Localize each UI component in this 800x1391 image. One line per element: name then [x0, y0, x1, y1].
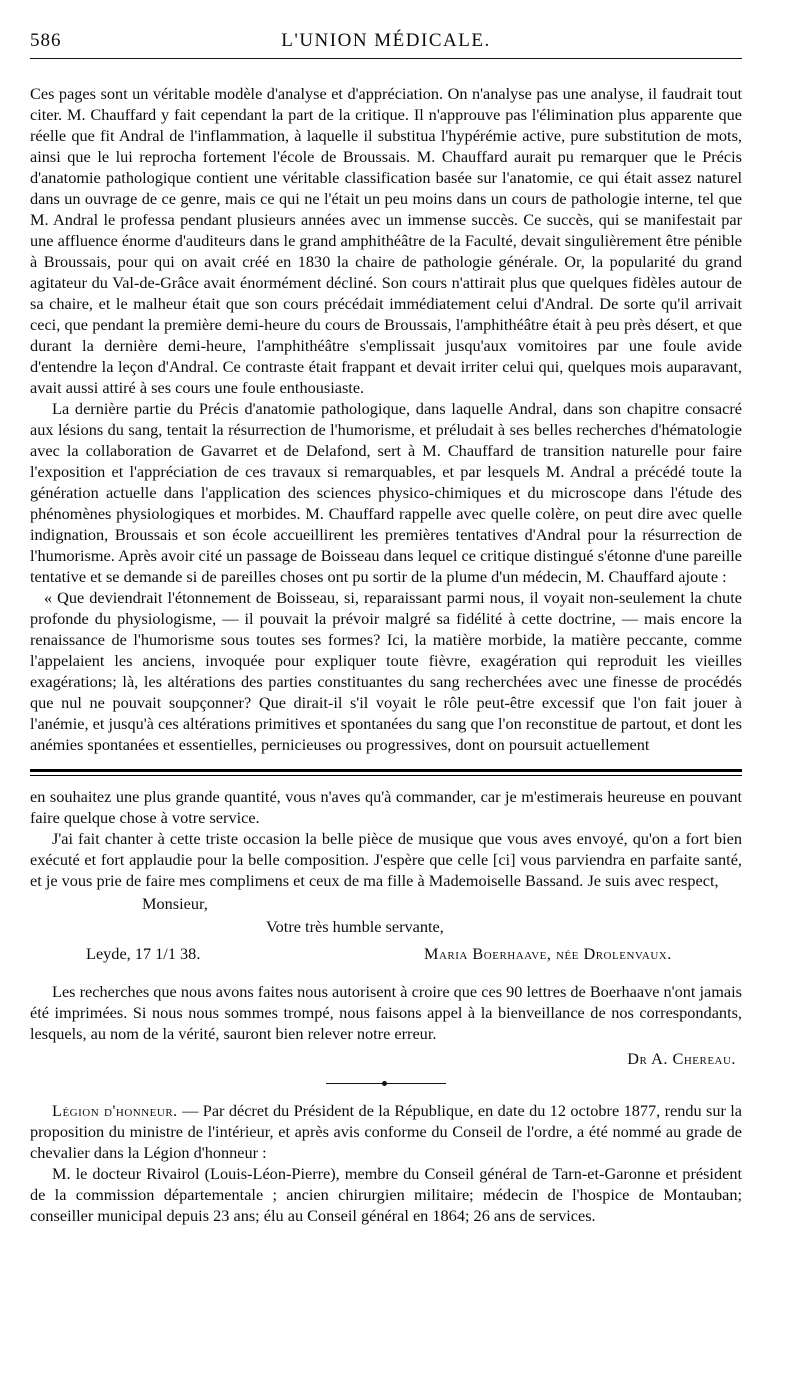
editor-note: [30, 981, 742, 1069]
letter-salutation: Monsieur,: [142, 894, 208, 913]
page-number: 586: [30, 30, 62, 51]
letter-signatory: Maria Boerhaave, née Drolenvaux.: [424, 944, 672, 963]
review-paragraph-1: Ces pages sont un véritable modèle d'analyse et d'appréciation. On n'analyse pas une analyse, il faudrait tout citer. M. Chauffard y fait cependant la part de la critique. Il n'approuve pas l'élimination plus apparente que réelle que fit Andral de l'inflammation, à laquelle il substitua l'hypérémie active, pure substitution de mots, ainsi que le lui reprocha fortement l'école de Broussais. M. Chauffard aurait pu remarquer que le Précis d'anatomie pathologique contient une véritable classification basée sur l'anatomie, ce qui était assez naturel dans un ouvrage de ce genre, mais ce qui ne l'était un peu moins dans un cours de pathologie interne, tel que M. Andral le professa pendant plusieurs années avec un immense succès. Ce succès, qui se manifestait par une affluence énorme d'auditeurs dans le grand amphithéâtre de la Faculté, devait singulièrement être pénible à Broussais, pour qui on avait créé en 1830 la chaire de pathologie générale. Or, la popularité du grand agitateur du Val-de-Grâce avait énormément décliné. Son cours n'attirait plus que quelques fidèles autour de sa chaire, et le malheur était que son cours précédait immédiatement celui d'Andral. De sorte qu'il arrivait ceci, que pendant la première demi-heure du cours de Broussais, l'amphithéâtre était à peu près désert, et que durant la dernière demi-heure, l'amphithéâtre s'emplissait jusqu'aux vomitoires par une foule avide d'entendre la leçon d'Andral. Ce contraste était frappant et devait irriter celui qui, quelques mois auparavant, avait aussi attiré à ses cours une foule enthousiaste.: [30, 84, 742, 397]
legion-paragraph: [30, 1100, 742, 1163]
divider-dot: [382, 1081, 387, 1086]
journal-title: L'UNION MÉDICALE.: [281, 30, 491, 51]
letter-closing: Votre très humble servante,: [266, 917, 444, 936]
letter-place-date: Leyde, 17 1/1 38.: [86, 944, 201, 963]
chauffard-quotation: « Que deviendrait l'étonnement de Boisseau, si, reparaissant parmi nous, il voyait non-seulement la chute profonde du physiologisme, — il pouvait la prévoir malgré sa fidélité à cette doctrine, — mais encore la renaissance de l'humorisme sous toutes ses formes? Ici, la matière morbide, la matière peccante, comme l'appelaient les anciens, invoquée pour expliquer toute fièvre, exagération qui reproduit les vieilles exagérations; là, les altérations des parties constituantes du sang recherchées avec une finesse de procédés que nul ne pouvait soupçonner? Que dirait-il s'il voyait le rôle peut-être excessif que l'on fait jouer à l'anémie, et jusqu'à ces altérations primitives et spontanées du sang que l'on reconstitue de partout, et dont les anémies spontanées et essentielles, pernicieuses ou progressives, dont on poursuit actuellement: [30, 588, 742, 754]
editor-signature: Dr A. Chereau.: [627, 1049, 736, 1068]
short-divider: [326, 1083, 446, 1084]
section-divider: [30, 769, 742, 776]
letter-paragraph-2: J'ai fait chanter à cette triste occasion la belle pièce de musique que vous aves envoyé, qu'on a fort bien exécuté et fort applaudie pour la belle composition. J'espère que celle [ci] vous parviendra en parfaite santé, et je vous prie de faire mes complimens et ceux de ma fille à Mademoiselle Bassand. Je suis avec respect,: [30, 829, 742, 890]
letter-signature-line: [30, 943, 742, 967]
boerhaave-letter: [30, 786, 742, 967]
editor-note-text: Les recherches que nous avons faites nous autorisent à croire que ces 90 lettres de Boerhaave n'ont jamais été imprimées. Si nous nous sommes trompé, nous faisons appel à la bienveillance de nos correspondants, lesquels, au nom de la vérité, sauront bien relever notre erreur.: [30, 982, 742, 1043]
legion-decree: — Par décret du Président de la République, en date du 12 octobre 1877, rendu sur la proposition du ministre de l'intérieur, et après avis conforme du Conseil de l'ordre, a été nommé au grade de chevalier dans la Légion d'honneur :: [30, 1101, 743, 1162]
legion-section: [30, 1100, 742, 1226]
running-head: [30, 18, 742, 59]
letter-paragraph-1: en souhaitez une plus grande quantité, vous n'aves qu'à commander, car je m'estimerais heureuse en pouvant faire quelque chose à votre service.: [30, 787, 742, 827]
legion-label: Légion d'honneur.: [52, 1101, 178, 1120]
review-paragraph-2: La dernière partie du Précis d'anatomie pathologique, dans laquelle Andral, dans son chapitre consacré aux lésions du sang, tentait la résurrection de l'humorisme, et préludait à ses belles recherches d'hématologie avec la collaboration de Gavarret et de Delafond, sert à M. Chauffard de transition naturelle pour faire l'exposition et l'appréciation de ces travaux si remarquables, et par lesquels M. Andral a précédé toute la génération actuelle dans l'application des sciences physico-chimiques et du microscope dans l'étude des phénomènes physiologiques et morbides. M. Chauffard rappelle avec quelle colère, on peut dire avec quelle indignation, Broussais et son école accueillirent les premières tentatives d'Andral pour la résurrection de l'humorisme. Après avoir cité un passage de Boisseau dans lequel ce critique distingué s'étonne d'une pareille tentative et se demande si de pareilles choses ont pu sortir de la plume d'un médecin, M. Chauffard ajoute :: [30, 399, 742, 586]
review-section: [30, 83, 742, 755]
legion-nominee: M. le docteur Rivairol (Louis-Léon-Pierre), membre du Conseil général de Tarn-et-Garonne et président de la commission départementale ; ancien chirurgien militaire; médecin de l'hospice de Montauban; conseiller municipal depuis 23 ans; élu au Conseil général en 1864; 26 ans de services.: [30, 1164, 742, 1225]
